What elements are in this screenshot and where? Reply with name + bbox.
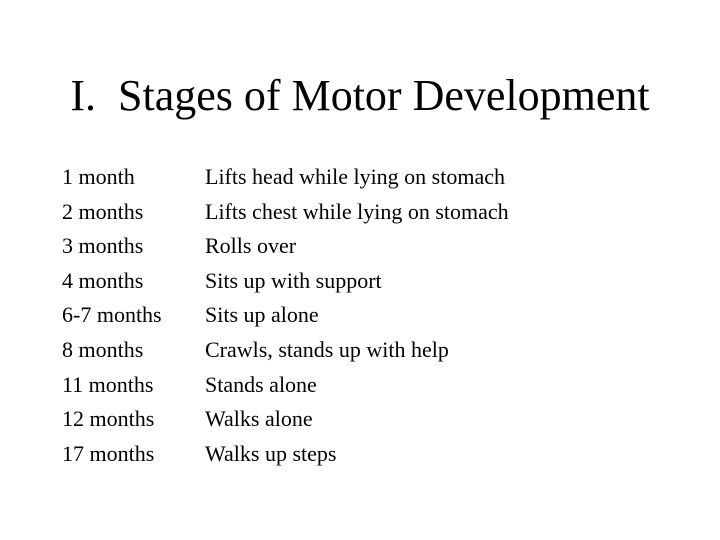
skill-label: Stands alone: [205, 371, 317, 397]
age-label: 1 month: [62, 164, 135, 189]
age-label: 4 months: [62, 267, 144, 293]
age-label: 12 months: [62, 406, 155, 432]
age-label: 3 months: [62, 233, 144, 259]
skill-label: Walks alone: [205, 406, 313, 432]
skill-label: Sits up alone: [205, 302, 319, 328]
age-label: 2 months: [62, 198, 144, 224]
skill-label: Lifts chest while lying on stomach: [205, 198, 509, 224]
age-label: 6-7 months: [62, 302, 162, 328]
skill-label: Rolls over: [205, 233, 297, 259]
slide-title: I. Stages of Motor Development: [70, 71, 650, 120]
age-label: 11 months: [62, 371, 154, 397]
age-label: 17 months: [62, 440, 155, 466]
skill-label: Crawls, stands up with help: [205, 336, 449, 362]
skill-label: Sits up with support: [205, 267, 382, 293]
skill-label: Lifts head while lying on stomach: [205, 164, 505, 189]
age-label: 8 months: [62, 336, 144, 362]
skill-label: Walks up steps: [205, 440, 337, 466]
